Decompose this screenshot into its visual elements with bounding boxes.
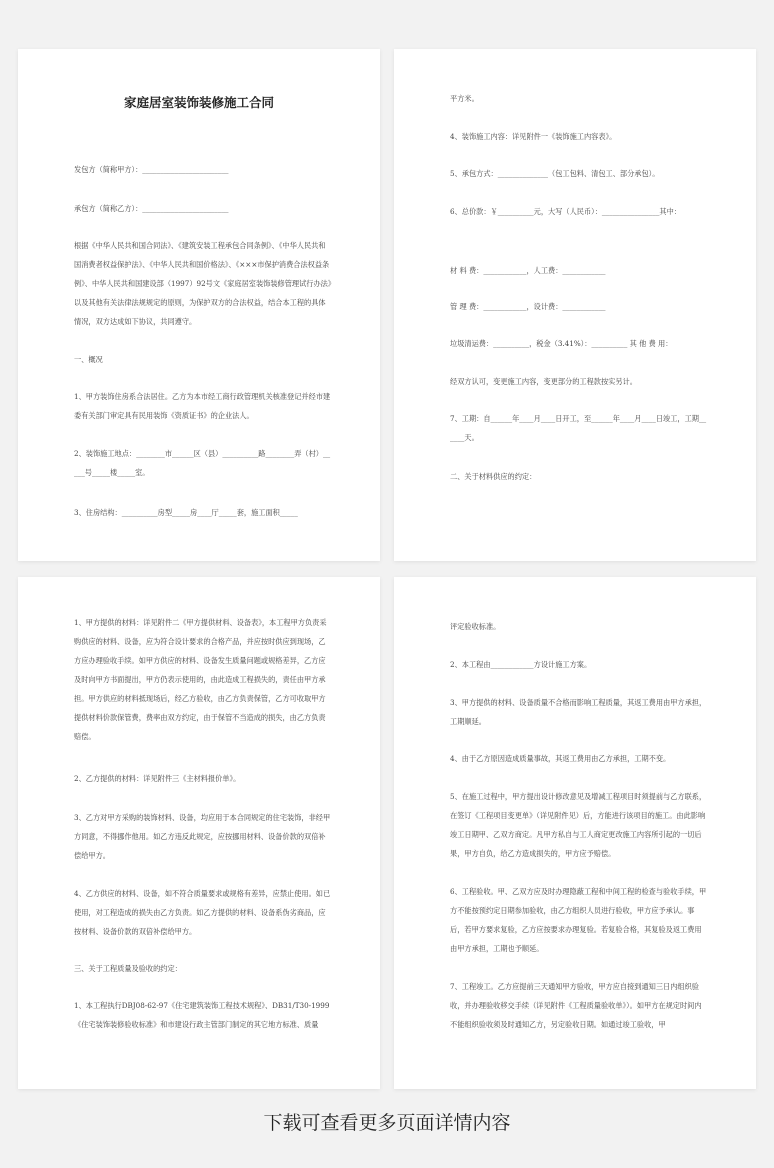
party-a-line: 发包方（简称甲方）：________________________: [74, 165, 229, 174]
continuation-text: 评定验收标准。: [450, 622, 501, 631]
clause-paragraph: 2、乙方提供的材料：详见附件三《主材料报价单》。: [74, 774, 241, 783]
section-heading-materials: 二、关于材料供应的约定：: [450, 472, 537, 481]
document-page-3: [18, 577, 380, 1089]
preamble-paragraph: 根据《中华人民共和国合同法》、《建筑安装工程承包合同条例》、《中华人民共和国消费者权益保护法》、《中华人民共和国价格法》、《×××市保护消费合法权益条例》、中华人民共和国建设部（1997）92号文《家庭居室装饰装修管理试行办法》以及其他有关法律法规规定的原则，为保护双方的合法权益，结合本工程的具体情况，双方达成如下协议，共同遵守。: [74, 241, 332, 326]
party-b-line: 承包方（简称乙方）：________________________: [74, 204, 229, 213]
clause-paragraph: 3、住房结构：__________房型_____房____厅_____套，施工面积_____: [74, 508, 298, 517]
clause-paragraph: 7、工程竣工。乙方应提前三天通知甲方验收，甲方应自接到通知三日内组织验收，并办理验收移交手续（详见附件《工程质量验收单》）。如甲方在规定时间内不能组织验收须及时通知乙方，另定验收日期。如通过竣工验收，甲: [450, 982, 702, 1029]
document-page-1: [18, 49, 380, 561]
contract-title: 家庭居室装饰装修施工合同: [123, 95, 274, 110]
clause-paragraph: 2、装饰施工地点：________市______区（县）__________路________弄（村）_____号_____楼_____室。: [74, 449, 331, 477]
clause-paragraph: 4、装饰施工内容：详见附件一《装饰施工内容表》。: [450, 132, 617, 141]
clause-paragraph: 7、工期：自______年____月____日开工，至______年____月____日竣工，工期______天。: [450, 414, 707, 442]
clause-paragraph: 1、甲方提供的材料：详见附件二《甲方提供材料、设备表》，本工程甲方负责采购供应的材料、设备，应为符合设计要求的合格产品，并应按时供应到现场，乙方应办理验收手续。如甲方供应的材料、设备发生质量问题或规格差异，乙方应及时向甲方书面提出，甲方仍表示使用的，由此造成工程损失的，责任由甲方承担。甲方供应的材料抵现场后，经乙方验收，由乙方负责保管，乙方可收取甲方提供材料价款保管费，费率由双方约定，由于保管不当造成的损失，由乙方负责赔偿。: [74, 618, 327, 741]
clause-paragraph: 6、工程验收。甲、乙双方应及时办理隐蔽工程和中间工程的检查与验收手续，甲方不能按预约定日期参加验收，由乙方组织人员进行验收，甲方应予承认。事后，若甲方要求复验，乙方应按要求办理复验。若复验合格，其复验及返工费用由甲方承担，工期也予顺延。: [450, 887, 707, 953]
clause-paragraph: 3、甲方提供的材料、设备质量不合格而影响工程质量，其返工费用由甲方承担，工期顺延。: [450, 698, 707, 726]
download-hint-caption: 下载可查看更多页面详情内容: [263, 1112, 511, 1134]
section-heading-overview: 一、概况: [74, 355, 103, 364]
clause-paragraph: 5、在施工过程中，甲方提出设计修改意见及增减工程项目时须提前与乙方联系，在签订《工程项目变更单》（详见附件见）后，方能进行该项目的施工。由此影响竣工日期甲、乙双方商定。凡甲方私自与工人商定更改施工内容所引起的一切后果，甲方自负，给乙方造成损失的，甲方应予赔偿。: [450, 792, 707, 858]
fee-line: 材 料 费：____________，人工费：____________: [450, 266, 606, 275]
clause-paragraph: 6、总价款：￥__________元，大写（人民币）：________________其中：: [450, 207, 681, 216]
clause-paragraph: 3、乙方对甲方采购的装饰材料、设备，均应用于本合同规定的住宅装饰，非经甲方同意，不得挪作他用。如乙方违反此规定，应按挪用材料、设备价款的双倍补偿给甲方。: [74, 813, 331, 860]
clause-paragraph: 4、由于乙方原因造成质量事故，其返工费用由乙方承担，工期不变。: [450, 754, 671, 763]
note-line: 经双方认可，变更施工内容，变更部分的工程款按实另计。: [450, 377, 637, 386]
fee-line: 垃圾清运费：__________，税金（3.41%）：__________ 其 他 费 用：: [450, 339, 673, 348]
continuation-text: 平方米。: [450, 94, 479, 103]
clause-paragraph: 5、承包方式：______________（包工包料、清包工、部分承包）。: [450, 169, 660, 178]
section-heading-quality: 三、关于工程质量及验收的约定：: [74, 964, 182, 973]
document-page-2: [394, 49, 756, 561]
clause-paragraph: 2、本工程由____________方设计施工方案。: [450, 660, 592, 669]
document-page-4: [394, 577, 756, 1089]
clause-paragraph: 1、本工程执行DBJ08-62-97《住宅建筑装饰工程技术规程》、DB31/T30-1999《住宅装饰装修验收标准》和市建设行政主管部门制定的其它地方标准、质量: [74, 1001, 330, 1029]
clause-paragraph: 4、乙方供应的材料、设备，如不符合质量要求或规格有差异，应禁止使用。如已使用，对工程造成的损失由乙方负责。如乙方提供的材料、设备系伪劣商品，应按材料、设备价款的双倍补偿给甲方。: [74, 889, 331, 936]
fee-line: 管 理 费：____________，设计费：____________: [450, 302, 606, 311]
clause-paragraph: 1、甲方装饰住房系合法居住。乙方为本市经工商行政管理机关核准登记并经市建委有关部门审定具有民用装饰《资质证书》的企业法人。: [74, 392, 331, 420]
